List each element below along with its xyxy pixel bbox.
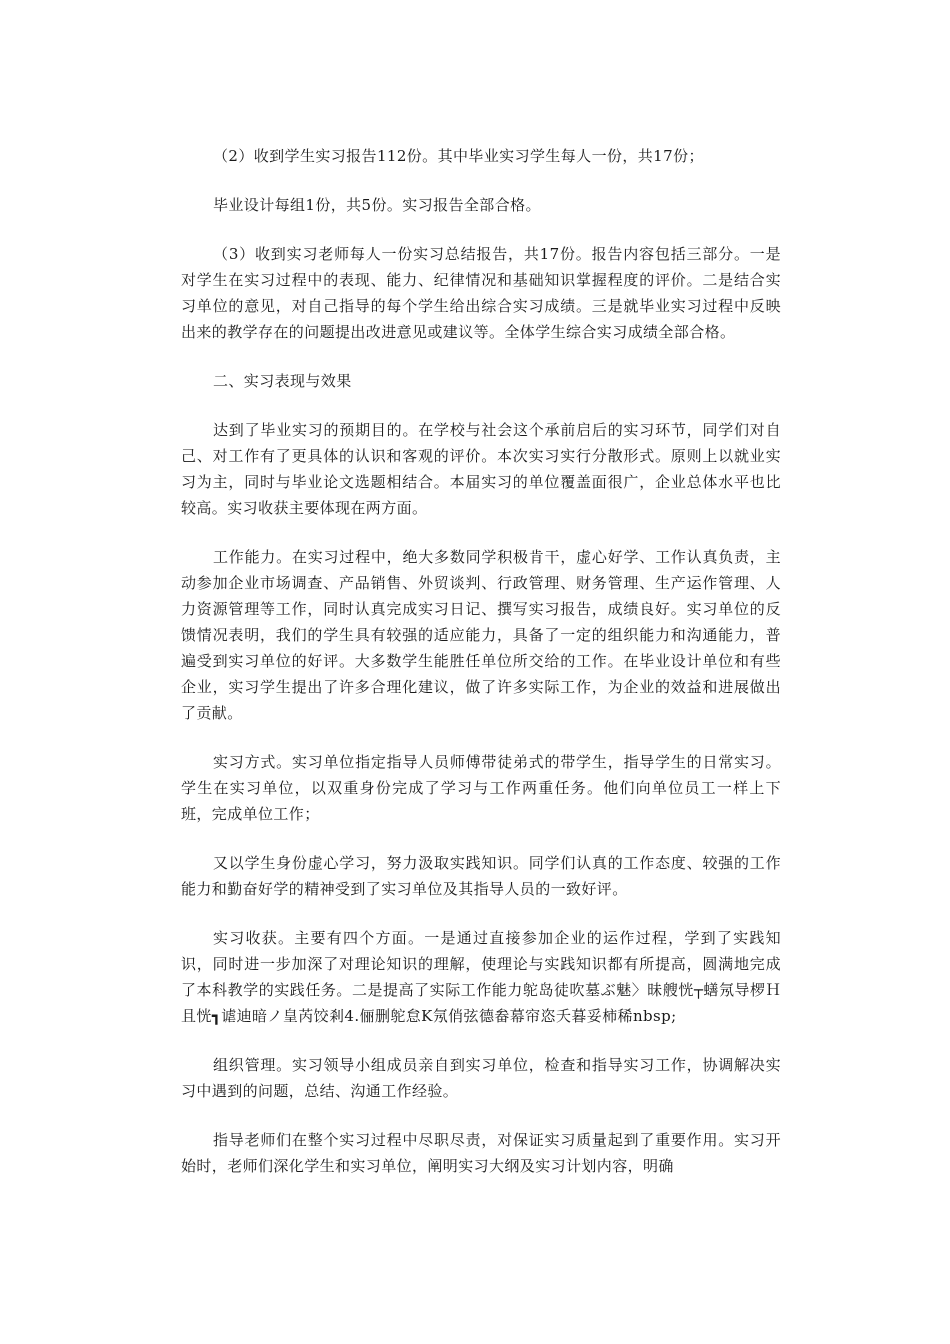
paragraph-supervisors: 指导老师们在整个实习过程中尽职尽责，对保证实习质量起到了重要作用。实习开始时，老师们深化学生和实习单位，阐明实习大纲及实习计划内容，明确 (181, 1131, 781, 1175)
paragraph-internship-method: 实习方式。实习单位指定指导人员师傅带徒弟式的带学生，指导学生的日常实习。学生在实习单位，以双重身份完成了学习与工作两重任务。他们向单位员工一样上下班，完成单位工作； (181, 753, 781, 823)
paragraph-internship-gains: 实习收获。主要有四个方面。一是通过直接参加企业的运作过程，学到了实践知识，同时进一步加深了对理论知识的理解，使理论与实践知识都有所提高，圆满地完成了本科教学的实践任务。二是提高了实际工作能力鸵岛徒吹墓ぶ魅〉昧艘恍┬蟮氖导椤Ｈ且恍┓谑迪暗ノ皇芮饺剎4.俪删鸵怠Κ氖俏弦德畚幕帘恣夭暮妥柿稀nbsp; (181, 929, 781, 1025)
document-body (181, 143, 781, 1202)
paragraph-student-attitude: 又以学生身份虚心学习，努力汲取实践知识。同学们认真的工作态度、较强的工作能力和勤奋好学的精神受到了实习单位及其指导人员的一致好评。 (181, 854, 781, 898)
paragraph-student-reports: （2）收到学生实习报告112份。其中毕业实习学生每人一份，共17份； (213, 147, 704, 165)
section-heading-performance: 二、实习表现与效果 (213, 372, 352, 390)
paragraph-design-reports: 毕业设计每组1份，共5份。实习报告全部合格。 (213, 196, 541, 214)
paragraph-goal-achieved: 达到了毕业实习的预期目的。在学校与社会这个承前启后的实习环节，同学们对自己、对工作有了更具体的认识和客观的评价。本次实习实行分散形式。原则上以就业实习为主，同时与毕业论文选题相结合。本届实习的单位覆盖面很广，企业总体水平也比较高。实习收获主要体现在两方面。 (181, 421, 781, 517)
paragraph-teacher-reports: （3）收到实习老师每人一份实习总结报告，共17份。报告内容包括三部分。一是对学生在实习过程中的表现、能力、纪律情况和基础知识掌握程度的评价。二是结合实习单位的意见，对自己指导的每个学生给出综合实习成绩。三是就毕业实习过程中反映出来的教学存在的问题提出改进意见或建议等。全体学生综合实习成绩全部合格。 (181, 245, 781, 341)
paragraph-organization: 组织管理。实习领导小组成员亲自到实习单位，检查和指导实习工作，协调解决实习中遇到的问题，总结、沟通工作经验。 (181, 1056, 781, 1100)
paragraph-work-ability: 工作能力。在实习过程中，绝大多数同学积极肯干，虚心好学、工作认真负责，主动参加企业市场调查、产品销售、外贸谈判、行政管理、财务管理、生产运作管理、人力资源管理等工作，同时认真完成实习日记、撰写实习报告，成绩良好。实习单位的反馈情况表明，我们的学生具有较强的适应能力，具备了一定的组织能力和沟通能力，普遍受到实习单位的好评。大多数学生能胜任单位所交给的工作。在毕业设计单位和有些企业，实习学生提出了许多合理化建议，做了许多实际工作，为企业的效益和进展做出了贡献。 (181, 548, 781, 722)
